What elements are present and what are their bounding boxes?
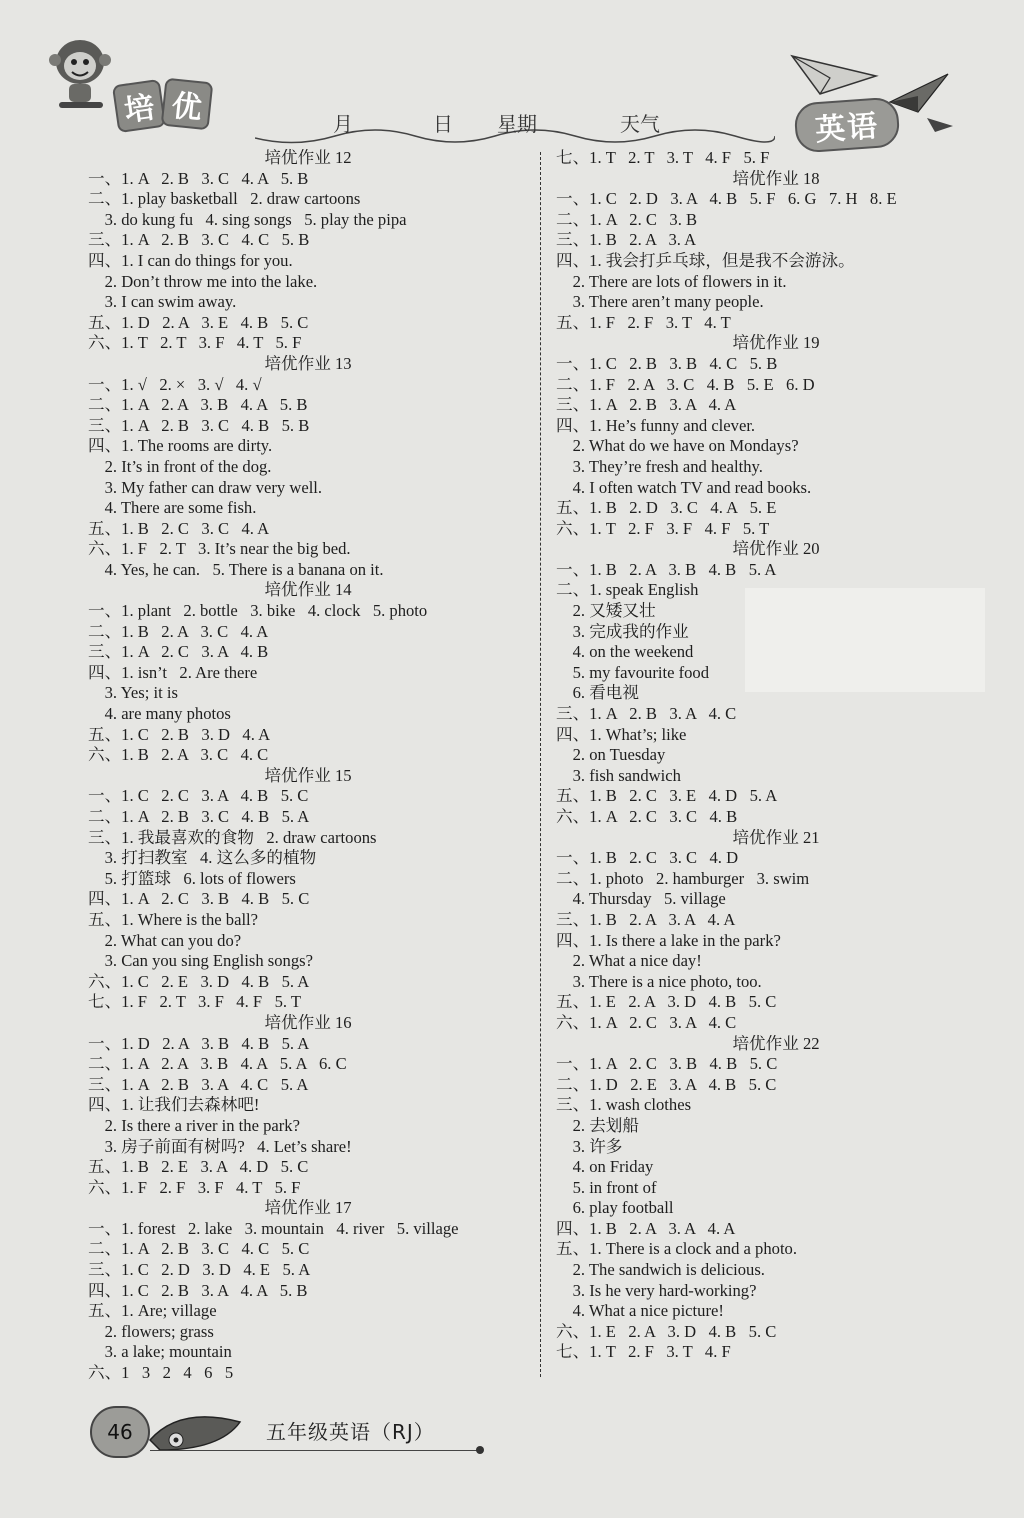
- answer-line: 2. It’s in front of the dog.: [88, 456, 272, 476]
- answer-line: 六、1. A 2. C 3. C 4. B: [556, 807, 738, 826]
- answer-line: 四、1. He’s funny and clever.: [556, 415, 756, 435]
- answer-line: 二、1. photo 2. hamburger 3. swim: [556, 868, 810, 888]
- header-badge-you: 优: [161, 78, 214, 131]
- answer-line: 六、1. T 2. F 3. F 4. F 5. T: [556, 518, 770, 538]
- answer-line: 三、1. A 2. B 3. A 4. C 5. A: [88, 1074, 309, 1094]
- paper-plane-icon: [925, 114, 955, 134]
- answer-line: 四、1. Is there a lake in the park?: [556, 930, 781, 950]
- answer-line: 五、1. B 2. C 3. C 4. A: [88, 518, 270, 538]
- answer-line: 2. What do we have on Mondays?: [556, 436, 799, 456]
- answer-line: 一、1. B 2. C 3. C 4. D: [556, 848, 739, 868]
- answer-line: 2. There are lots of flowers in it.: [556, 271, 787, 291]
- answer-line: 四、1. I can do things for you.: [88, 250, 293, 270]
- answer-line: 3. There is a nice photo, too.: [556, 971, 762, 991]
- answer-line: 3. a lake; mountain: [88, 1342, 232, 1362]
- answer-line: 五、1. Where is the ball?: [88, 909, 259, 929]
- answer-line: 3. 打扫教室 4. 这么多的植物: [88, 848, 317, 868]
- answer-line: 2. on Tuesday: [556, 745, 666, 765]
- answer-line: 三、1. B 2. A 3. A 4. A: [556, 909, 736, 929]
- blank-patch: [745, 588, 985, 692]
- answer-line: 四、1. isn’t 2. Are there: [88, 662, 258, 682]
- answer-line: 三、1. C 2. D 3. D 4. E 5. A: [88, 1260, 311, 1280]
- answer-line: 一、1. B 2. A 3. B 4. B 5. A: [556, 559, 777, 579]
- page-header: [0, 0, 1024, 160]
- book-title: 五年级英语（RJ）: [266, 1420, 435, 1444]
- answer-line: 五、1. D 2. A 3. E 4. B 5. C: [88, 312, 309, 332]
- answer-line: 3. There aren’t many people.: [556, 292, 764, 312]
- section-title: 培优作业 17: [264, 1198, 352, 1218]
- answer-line: 六、1. T 2. T 3. F 4. T 5. F: [88, 333, 302, 353]
- answer-line: 二、1. A 2. B 3. C 4. C 5. C: [88, 1239, 310, 1259]
- answer-line: 六、1. E 2. A 3. D 4. B 5. C: [556, 1321, 777, 1341]
- answer-line: 6. 看电视: [556, 683, 639, 703]
- answer-line: 一、1. forest 2. lake 3. mountain 4. river 5. village: [88, 1218, 459, 1238]
- answer-line: 2. What a nice day!: [556, 951, 702, 971]
- answer-line: 3. Is he very hard-working?: [556, 1280, 757, 1300]
- answer-line: 2. 又矮又壮: [556, 601, 656, 621]
- subject-badge: 英语: [793, 96, 900, 153]
- answer-line: 五、1. There is a clock and a photo.: [556, 1239, 797, 1259]
- section-title: 培优作业 20: [732, 539, 820, 559]
- answer-line: 2. Don’t throw me into the lake.: [88, 271, 318, 291]
- answer-line: 四、1. 我会打乒乓球，但是我不会游泳。: [556, 250, 855, 270]
- answer-line: 三、1. 我最喜欢的食物 2. draw cartoons: [88, 827, 377, 847]
- answer-line: 4. are many photos: [88, 704, 231, 724]
- month-label: 月: [333, 112, 353, 136]
- answer-line: 四、1. A 2. C 3. B 4. B 5. C: [88, 889, 310, 909]
- column-divider: [540, 152, 541, 1377]
- answer-line: 二、1. D 2. E 3. A 4. B 5. C: [556, 1074, 777, 1094]
- answer-line: 六、1. C 2. E 3. D 4. B 5. A: [88, 971, 310, 991]
- answer-line: 二、1. A 2. A 3. B 4. A 5. B: [88, 395, 308, 415]
- answer-line: 一、1. C 2. B 3. B 4. C 5. B: [556, 353, 778, 373]
- weather-label: 天气: [620, 112, 660, 136]
- answer-line: 3. fish sandwich: [556, 765, 681, 785]
- answer-line: 3. Yes; it is: [88, 683, 178, 703]
- answer-line: 六、1. F 2. F 3. F 4. T 5. F: [88, 1177, 301, 1197]
- answer-line: 五、1. B 2. E 3. A 4. D 5. C: [88, 1157, 309, 1177]
- flower-decoration-icon: [140, 1400, 250, 1456]
- answer-line: 3. They’re fresh and healthy.: [556, 456, 763, 476]
- section-title: 培优作业 19: [732, 333, 820, 353]
- paper-plane-icon: [790, 48, 880, 98]
- section-title: 培优作业 12: [264, 148, 352, 167]
- answer-line: 五、1. C 2. B 3. D 4. A: [88, 724, 271, 744]
- answer-column-left: [88, 148, 528, 1384]
- answer-line: 二、1. play basketball 2. draw cartoons: [88, 189, 361, 209]
- answer-line: 2. What can you do?: [88, 930, 242, 950]
- answer-line: 5. my favourite food: [556, 662, 709, 682]
- day-label: 日: [433, 112, 453, 136]
- answer-line: 五、1. F 2. F 3. T 4. T: [556, 312, 731, 332]
- section-title: 培优作业 15: [264, 765, 352, 785]
- section-title: 培优作业 21: [732, 827, 820, 847]
- answer-line: 一、1. D 2. A 3. B 4. B 5. A: [88, 1033, 310, 1053]
- answer-line: 四、1. The rooms are dirty.: [88, 436, 273, 456]
- answer-line: 4. I often watch TV and read books.: [556, 477, 812, 497]
- answer-line: 二、1. A 2. B 3. C 4. B 5. A: [88, 807, 310, 826]
- answer-column-right: [556, 148, 996, 1363]
- answer-line: 一、1. C 2. D 3. A 4. B 5. F 6. G 7. H 8. E: [556, 189, 897, 209]
- answer-line: 六、1. A 2. C 3. A 4. C: [556, 1012, 737, 1032]
- answer-line: 3. My father can draw very well.: [88, 477, 323, 497]
- answer-line: 四、1. B 2. A 3. A 4. A: [556, 1218, 736, 1238]
- answer-line: 4. Yes, he can. 5. There is a banana on it.: [88, 559, 384, 579]
- answer-line: 4. There are some fish.: [88, 498, 257, 518]
- answer-line: 4. on the weekend: [556, 642, 694, 662]
- answer-line: 六、1 3 2 4 6 5: [88, 1363, 234, 1383]
- answer-line: 一、1. A 2. B 3. C 4. A 5. B: [88, 168, 309, 188]
- answer-line: 4. What a nice picture!: [556, 1301, 724, 1321]
- answer-line: 四、1. C 2. B 3. A 4. A 5. B: [88, 1280, 308, 1300]
- answer-line: 二、1. A 2. A 3. B 4. A 5. A 6. C: [88, 1054, 347, 1074]
- answer-line: 五、1. Are; village: [88, 1301, 217, 1321]
- answer-line: 三、1. A 2. B 3. C 4. C 5. B: [88, 230, 310, 250]
- answer-line: 2. Is there a river in the park?: [88, 1115, 300, 1135]
- answer-line: 3. 房子前面有树吗? 4. Let’s share!: [88, 1136, 352, 1156]
- answer-line: 三、1. A 2. B 3. A 4. A: [556, 395, 737, 415]
- answer-line: 3. Can you sing English songs?: [88, 951, 313, 971]
- section-title: 培优作业 18: [732, 168, 820, 188]
- answer-line: 一、1. √ 2. × 3. √ 4. √: [88, 374, 262, 394]
- answer-line: 6. play football: [556, 1198, 674, 1218]
- answer-line: 2. The sandwich is delicious.: [556, 1260, 765, 1280]
- answer-line: 五、1. E 2. A 3. D 4. B 5. C: [556, 992, 777, 1012]
- answer-line: 五、1. B 2. D 3. C 4. A 5. E: [556, 498, 777, 518]
- answer-line: 三、1. B 2. A 3. A: [556, 230, 697, 250]
- answer-line: 3. 完成我的作业: [556, 621, 689, 641]
- answer-line: 3. I can swim away.: [88, 292, 237, 312]
- paper-plane-icon: [888, 72, 952, 116]
- answer-line: 二、1. F 2. A 3. C 4. B 5. E 6. D: [556, 374, 815, 394]
- section-title: 培优作业 22: [732, 1033, 820, 1053]
- answer-line: 一、1. C 2. C 3. A 4. B 5. C: [88, 786, 309, 806]
- answer-line: 二、1. A 2. C 3. B: [556, 209, 698, 229]
- answer-line: 一、1. A 2. C 3. B 4. B 5. C: [556, 1054, 778, 1074]
- answer-line: 七、1. F 2. T 3. F 4. F 5. T: [88, 992, 301, 1012]
- date-line: [255, 108, 775, 148]
- answer-line: 三、1. A 2. B 3. C 4. B 5. B: [88, 415, 310, 435]
- footer-dot: [476, 1446, 484, 1454]
- answer-line: 五、1. B 2. C 3. E 4. D 5. A: [556, 786, 778, 806]
- section-title: 培优作业 13: [264, 353, 352, 373]
- answer-line: 3. do kung fu 4. sing songs 5. play the pipa: [88, 209, 407, 229]
- answer-line: 七、1. T 2. F 3. T 4. F: [556, 1342, 731, 1362]
- answer-line: 七、1. T 2. T 3. T 4. F 5. F: [556, 148, 770, 167]
- section-title: 培优作业 14: [264, 580, 352, 600]
- answer-line: 六、1. B 2. A 3. C 4. C: [88, 745, 269, 765]
- answer-line: 四、1. 让我们去森林吧!: [88, 1095, 260, 1115]
- header-badge-pei: 培: [112, 79, 166, 133]
- answer-line: 二、1. speak English: [556, 580, 699, 600]
- answer-line: 5. in front of: [556, 1177, 657, 1197]
- answer-line: 3. 许多: [556, 1136, 623, 1156]
- answer-line: 2. flowers; grass: [88, 1321, 214, 1341]
- section-title: 培优作业 16: [264, 1012, 352, 1032]
- answer-line: 四、1. What’s; like: [556, 724, 687, 744]
- answer-line: 5. 打篮球 6. lots of flowers: [88, 868, 296, 888]
- answer-line: 2. 去划船: [556, 1115, 639, 1135]
- answer-line: 4. Thursday 5. village: [556, 889, 726, 909]
- answer-line: 二、1. B 2. A 3. C 4. A: [88, 621, 269, 641]
- answer-line: 三、1. A 2. B 3. A 4. C: [556, 704, 737, 724]
- weekday-label: 星期: [497, 112, 537, 136]
- monkey-mascot-icon: [45, 32, 115, 112]
- answer-line: 一、1. plant 2. bottle 3. bike 4. clock 5. photo: [88, 601, 428, 621]
- footer-rule: [150, 1450, 480, 1451]
- answer-line: 4. on Friday: [556, 1157, 654, 1177]
- answer-line: 六、1. F 2. T 3. It’s near the big bed.: [88, 539, 351, 559]
- page-number: 46: [90, 1406, 150, 1458]
- answer-line: 三、1. wash clothes: [556, 1095, 692, 1115]
- answer-line: 三、1. A 2. C 3. A 4. B: [88, 642, 269, 662]
